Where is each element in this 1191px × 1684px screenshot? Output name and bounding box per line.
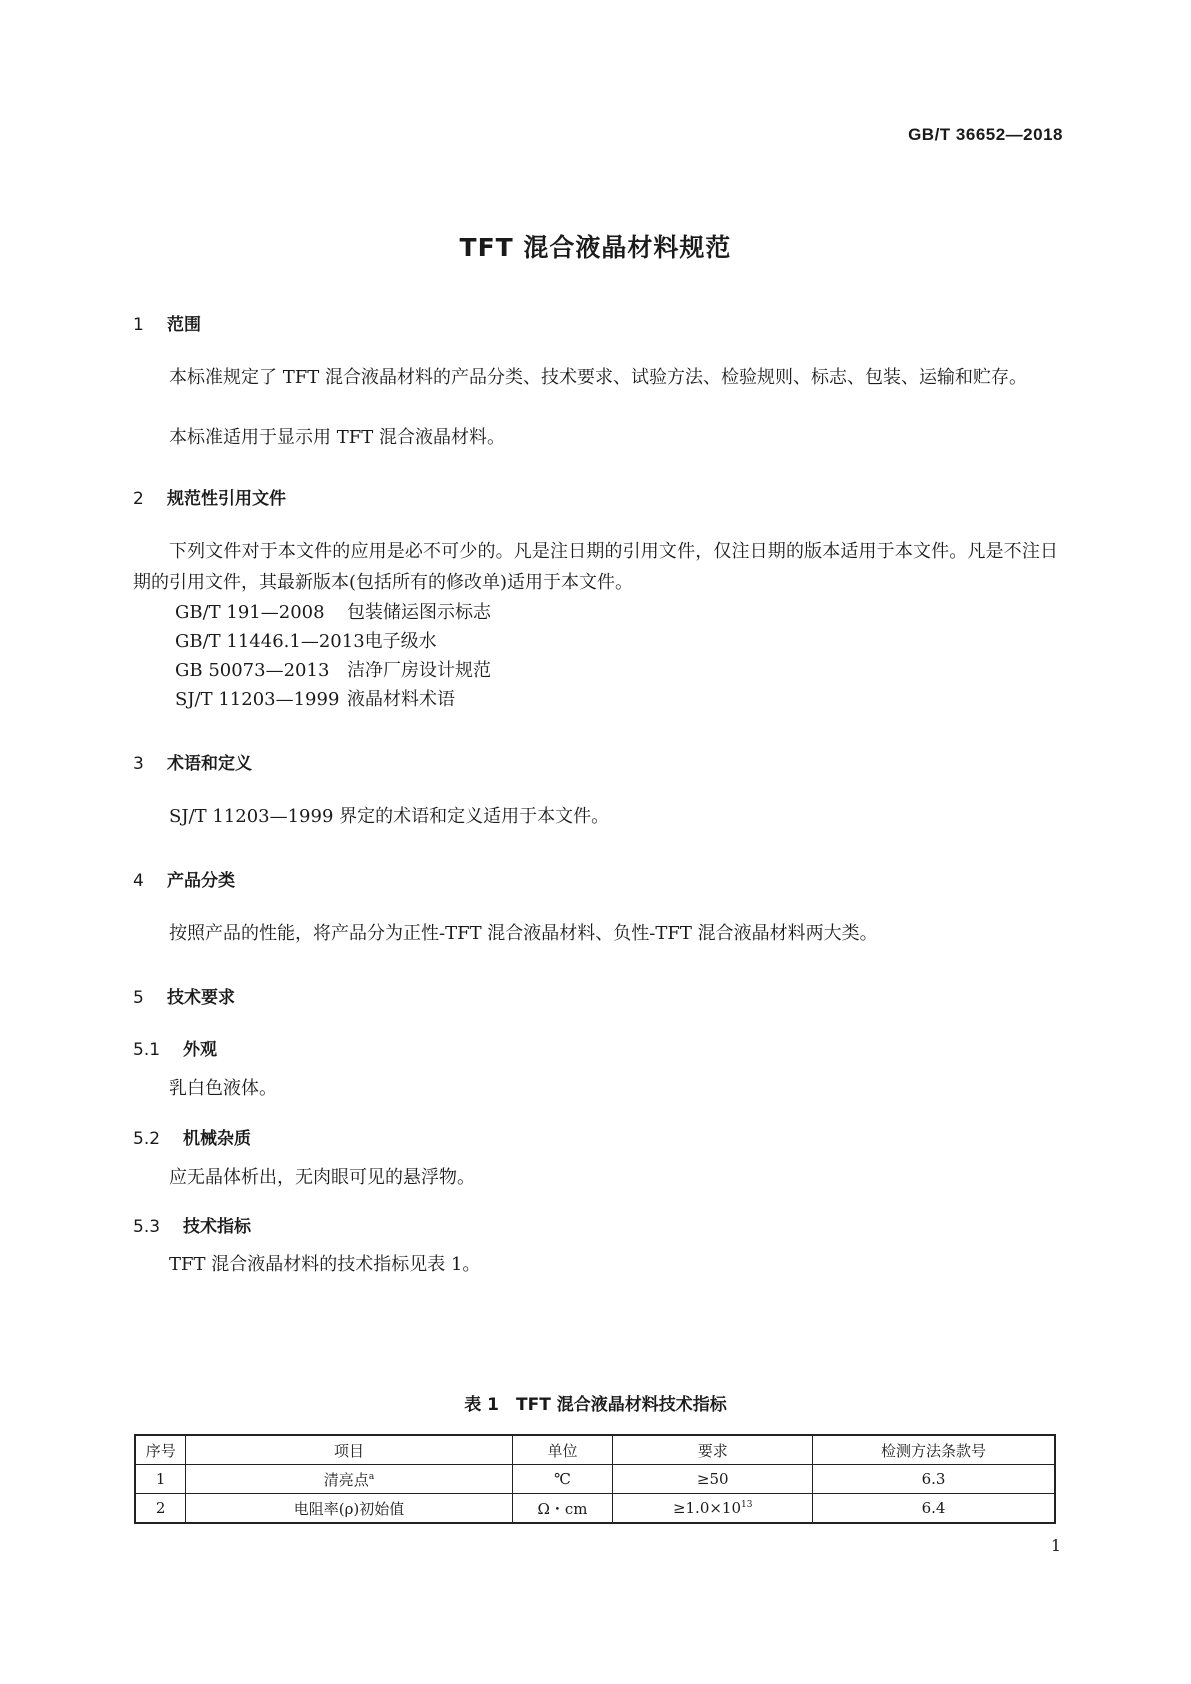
section-title: 术语和定义 xyxy=(167,754,252,774)
reference-item xyxy=(175,598,491,624)
section-title: 技术指标 xyxy=(183,1217,251,1237)
cell-item xyxy=(186,1465,512,1494)
reference-name: 电子级水 xyxy=(364,631,437,652)
section-title: 规范性引用文件 xyxy=(167,489,286,509)
section-title: 技术要求 xyxy=(167,988,235,1008)
section-title: 机械杂质 xyxy=(183,1129,251,1149)
section-4-heading xyxy=(133,866,235,891)
cell-item xyxy=(186,1494,512,1524)
section-number: 5.1 xyxy=(133,1040,161,1060)
reference-code: GB/T 11446.1—2013 xyxy=(175,631,365,652)
header-cell-item: 项目 xyxy=(186,1435,512,1465)
header-cell-no: 序号 xyxy=(135,1435,186,1465)
header-cell-requirement: 要求 xyxy=(613,1435,813,1465)
standard-code: GB/T 36652—2018 xyxy=(908,125,1063,144)
requirement-text: ≥1.0×10 xyxy=(672,1499,742,1517)
section-number: 3 xyxy=(133,754,144,774)
reference-code: SJ/T 11203—1999 xyxy=(175,689,340,710)
table-header-row xyxy=(135,1435,1055,1465)
reference-item xyxy=(175,685,455,711)
table-row xyxy=(135,1465,1055,1494)
cell-no: 2 xyxy=(135,1494,186,1524)
section-3-paragraph-1: SJ/T 11203—1999 界定的术语和定义适用于本文件。 xyxy=(169,806,610,827)
section-title: 范围 xyxy=(167,315,201,335)
cell-requirement xyxy=(613,1494,813,1524)
cell-no: 1 xyxy=(135,1465,186,1494)
cell-requirement xyxy=(613,1465,813,1494)
cell-unit: Ω・cm xyxy=(512,1494,613,1524)
section-number: 5.3 xyxy=(133,1217,161,1237)
section-1-heading xyxy=(133,310,201,335)
spec-table xyxy=(134,1434,1056,1524)
reference-name: 洁净厂房设计规范 xyxy=(347,660,491,681)
exponent: 13 xyxy=(741,1500,753,1510)
section-number: 4 xyxy=(133,871,144,891)
footnote-marker: a xyxy=(368,1471,375,1482)
item-text: 清亮点 xyxy=(323,1470,369,1489)
reference-item xyxy=(175,627,437,653)
table-row xyxy=(135,1494,1055,1524)
section-1-paragraph-1: 本标准规定了 TFT 混合液晶材料的产品分类、技术要求、试验方法、检验规则、标志、包装、运输和贮存。 xyxy=(169,367,1027,388)
header-cell-unit: 单位 xyxy=(512,1435,613,1465)
section-5-2-paragraph: 应无晶体析出，无肉眼可见的悬浮物。 xyxy=(169,1167,475,1188)
section-4-paragraph-1: 按照产品的性能，将产品分为正性-TFT 混合液晶材料、负性-TFT 混合液晶材料两大类。 xyxy=(169,923,878,944)
cell-unit: ℃ xyxy=(512,1465,613,1494)
reference-name: 包装储运图示标志 xyxy=(347,602,491,623)
section-1-paragraph-2: 本标准适用于显示用 TFT 混合液晶材料。 xyxy=(169,427,505,448)
section-5-heading xyxy=(133,983,235,1008)
section-5-2-heading xyxy=(133,1124,251,1149)
item-text: 电阻率(ρ)初始值 xyxy=(293,1499,405,1518)
header-cell-method: 检测方法条款号 xyxy=(813,1435,1055,1465)
section-title: 产品分类 xyxy=(167,871,235,891)
document-title: TFT 混合液晶材料规范 xyxy=(459,233,732,262)
reference-code: GB 50073—2013 xyxy=(175,660,330,681)
cell-method: 6.3 xyxy=(813,1465,1055,1494)
section-2-paragraph-1: 下列文件对于本文件的应用是必不可少的。凡是注日期的引用文件，仅注日期的版本适用于本文件。凡是不注日期的引用文件，其最新版本(包括所有的修改单)适用于本文件。 xyxy=(133,541,1058,593)
requirement-text: ≥50 xyxy=(696,1470,729,1488)
reference-code: GB/T 191—2008 xyxy=(175,602,325,623)
section-5-3-paragraph: TFT 混合液晶材料的技术指标见表 1。 xyxy=(169,1254,481,1275)
section-number: 1 xyxy=(133,315,144,335)
section-3-heading xyxy=(133,749,252,774)
reference-name: 液晶材料术语 xyxy=(347,689,455,710)
page-number: 1 xyxy=(1050,1536,1061,1555)
section-5-3-heading xyxy=(133,1212,251,1237)
section-number: 5.2 xyxy=(133,1129,161,1149)
cell-method: 6.4 xyxy=(813,1494,1055,1524)
section-5-1-heading xyxy=(133,1035,217,1060)
section-number: 5 xyxy=(133,988,144,1008)
section-5-1-paragraph: 乳白色液体。 xyxy=(169,1078,277,1099)
section-number: 2 xyxy=(133,489,144,509)
table-caption: 表 1 TFT 混合液晶材料技术指标 xyxy=(464,1395,727,1415)
reference-item xyxy=(175,656,491,682)
section-title: 外观 xyxy=(183,1040,217,1060)
section-2-heading xyxy=(133,484,286,509)
